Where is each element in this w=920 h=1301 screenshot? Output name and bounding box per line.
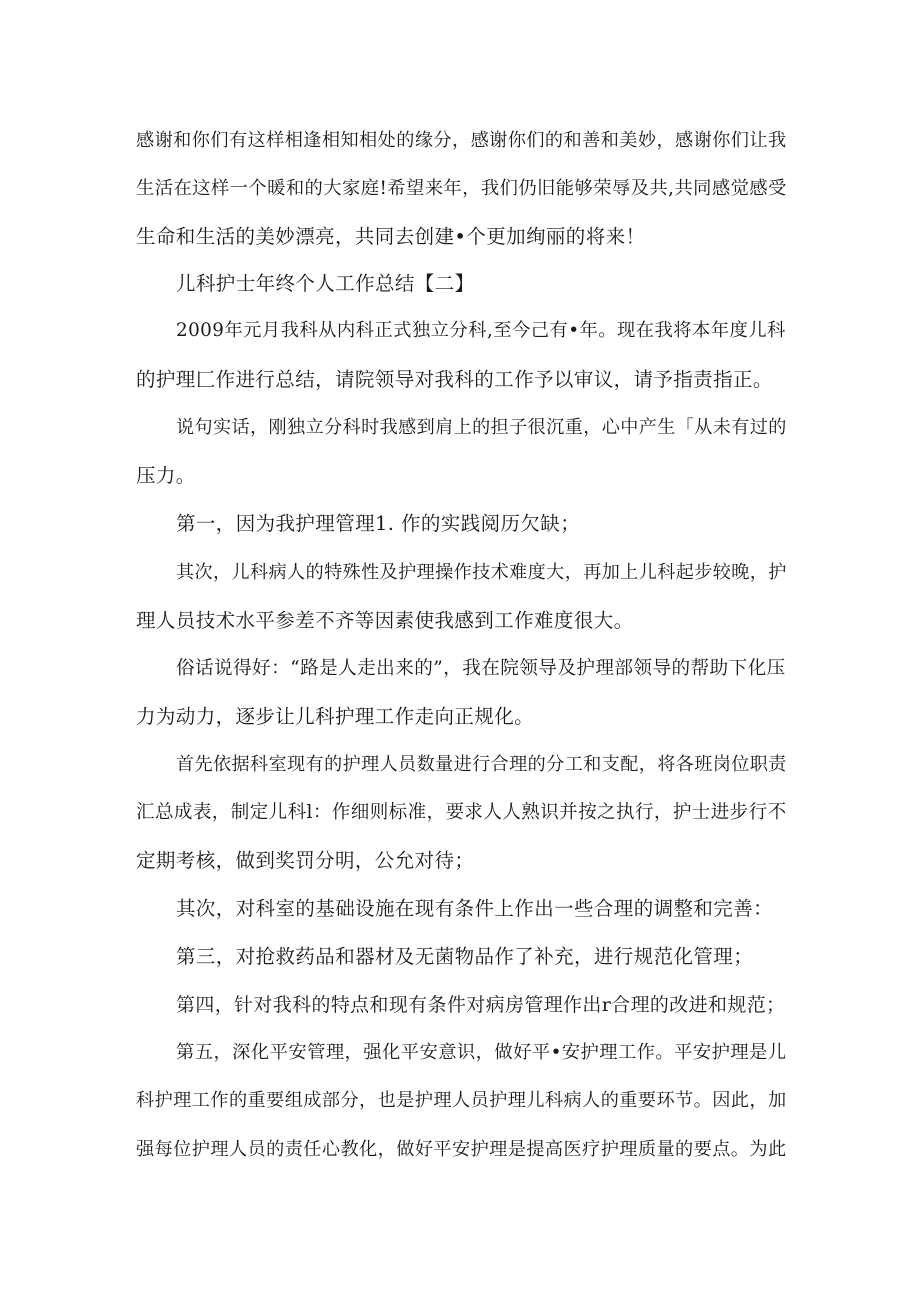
body-text-line: 第五，深化平安管理，强化平安意识，做好平•安护理工作。平安护理是儿	[176, 1042, 787, 1063]
body-text-line: 力为动力，逐步让儿科护理工作走向正规化。	[136, 705, 535, 728]
section-heading: 儿科护士年终个人工作总结【二】	[176, 272, 475, 295]
body-text-line: 压力。	[136, 464, 196, 487]
body-text-line: 俗话说得好：“路是人走出来的”，我在院领导及护理部领导的帮助下化压	[176, 658, 786, 679]
body-text-line: 的护理匚作进行总结，请院领导对我科的工作予以审议，请予指责指正。	[136, 368, 773, 391]
body-text-line: 说句实话，刚独立分科时我感到肩上的担子很沉重，心中产生「从未有过的	[176, 417, 787, 438]
body-text-line: 定期考核，做到奖罚分明，公允对待；	[136, 849, 475, 872]
body-text-line: 其次，对科室的基础设施在现有条件上作出一些合理的调整和完善：	[176, 897, 774, 920]
body-text-line: 第四，针对我科的特点和现有条件对病房管理作出r合理的改进和规范；	[176, 994, 786, 1016]
body-text-line: 强每位护理人员的责任心教化，做好平安护理是提高医疗护理质量的要点。为此	[136, 1139, 787, 1160]
body-text-line: 第一，因为我护理管理1. 作的实践阅历欠缺；	[176, 512, 581, 535]
body-text-line: 生命和生活的美妙漂亮，共同去创建•个更加绚丽的将来！	[136, 225, 646, 248]
body-text-line: 第三，对抢救药品和器材及无菌物品作了补充，进行规范化管理；	[176, 945, 754, 968]
body-text-line: 汇总成表，制定儿科l：作细则标准，要求人人熟识并按之执行，护士进步行不	[136, 802, 787, 823]
body-text-line: 其次，儿科病人的特殊性及护理操作技术难度大，再加上儿科起步较晚，护	[176, 562, 787, 583]
body-text-line: 感谢和你们有这样相逢相知相处的缘分，感谢你们的和善和美妙，感谢你们让我	[136, 130, 787, 151]
body-text-line: 科护理工作的重要组成部分，也是护理人员护理儿科病人的重要环节。因此，加	[136, 1090, 787, 1111]
body-text-line: 2009年元月我科从内科正式独立分科,至今己有•年。现在我将本年度儿科	[176, 320, 786, 341]
body-text-line: 理人员技术水平参差不齐等因素使我感到工作难度很大。	[136, 609, 634, 632]
body-text-line: 生活在这样一个暖和的大家庭!希望来年，我们仍旧能够荣辱及共,共同感觉感受	[136, 178, 787, 199]
body-text-line: 首先依据科室现有的护理人员数量进行合理的分工和支配，将各班岗位职责	[176, 754, 787, 775]
